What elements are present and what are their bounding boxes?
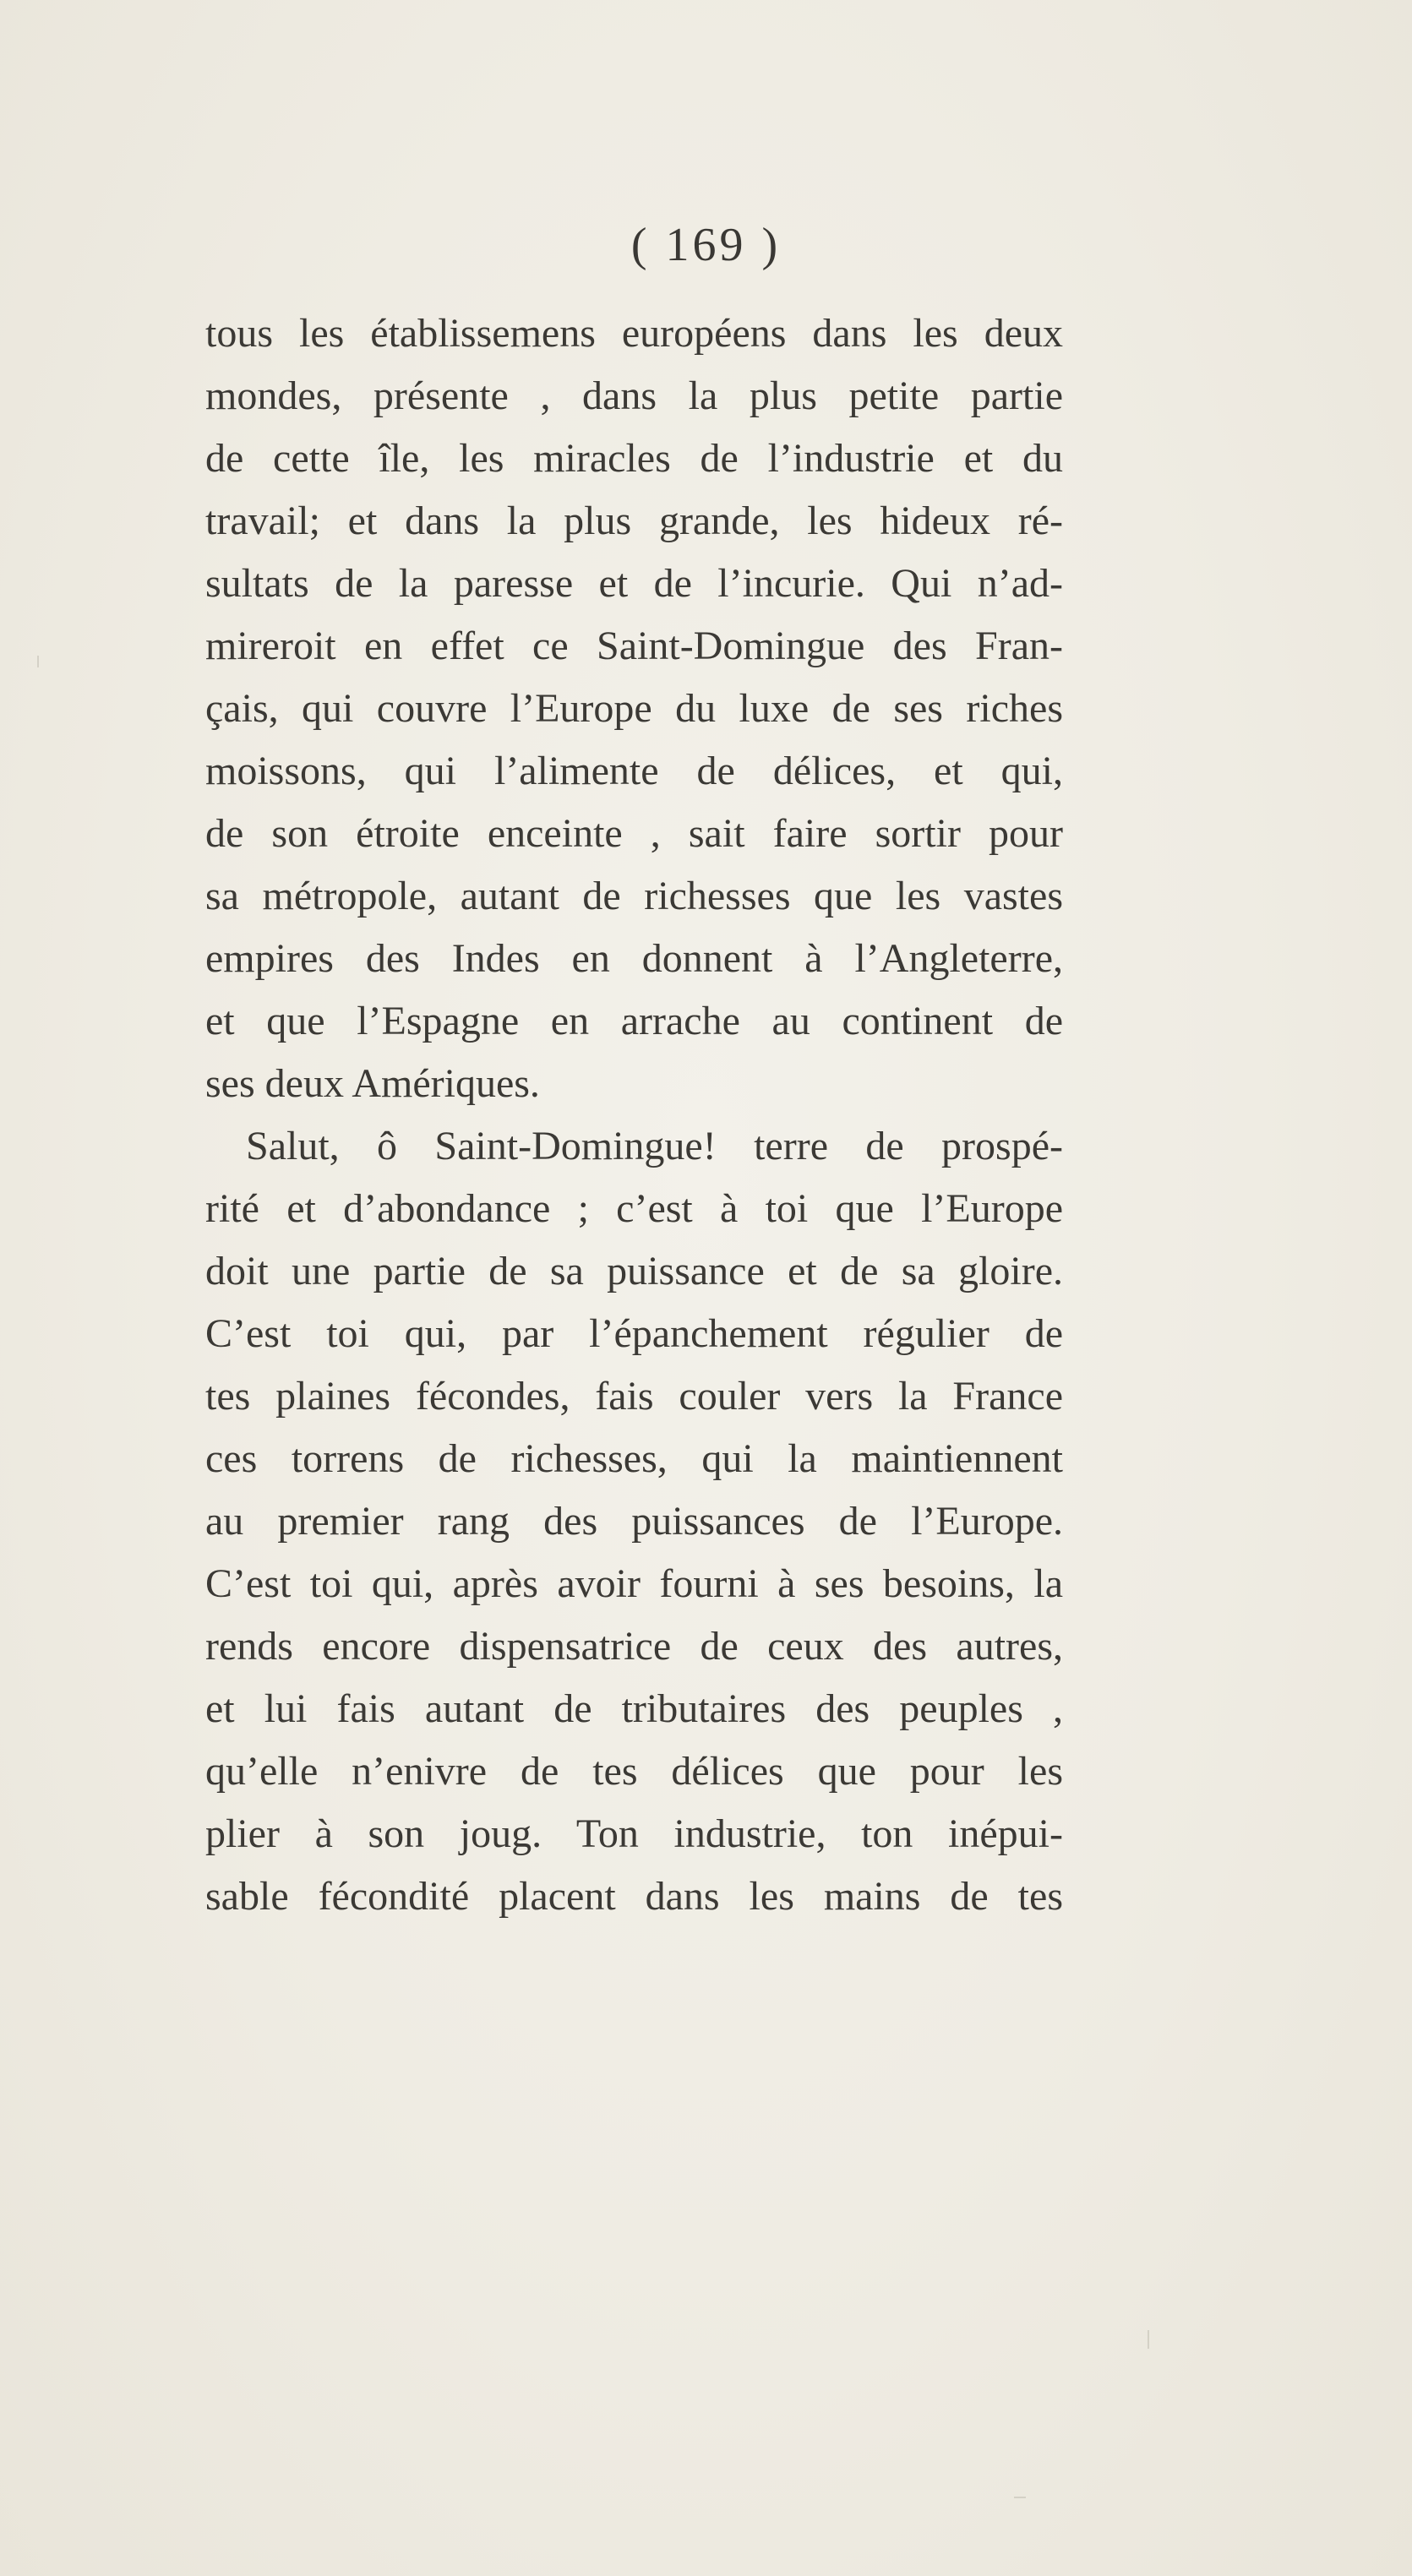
paragraph-end-line: ses deux Amériques. xyxy=(205,1061,540,1106)
text-line: tous les établissemens européens dans les deux xyxy=(205,311,1063,356)
text-line: rité et d’abondance ; c’est à toi que l’Europe xyxy=(205,1186,1063,1231)
text-line: sable fécondité placent dans les mains de tes xyxy=(205,1874,1063,1919)
text-line: mireroit en effet ce Saint-Domingue des Fran- xyxy=(205,624,1063,668)
text-line: C’est toi qui, par l’épanchement régulier de xyxy=(205,1311,1063,1356)
text-line: et que l’Espagne en arrache au continent de xyxy=(205,999,1063,1043)
text-line: qu’elle n’enivre de tes délices que pour les xyxy=(205,1749,1063,1794)
text-line: ces torrens de richesses, qui la maintiennent xyxy=(205,1436,1063,1481)
text-line: rends encore dispensatrice de ceux des autres, xyxy=(205,1624,1063,1669)
paragraph-start-line: Salut, ô Saint-Domingue! terre de prospé- xyxy=(246,1124,1063,1168)
text-line: au premier rang des puissances de l’Europe. xyxy=(205,1499,1063,1544)
paper-speck xyxy=(37,656,39,667)
page-number: ( 169 ) xyxy=(630,219,782,271)
text-line: empires des Indes en donnent à l’Angleterre, xyxy=(205,936,1063,981)
text-line: C’est toi qui, après avoir fourni à ses besoins, la xyxy=(205,1561,1063,1606)
body-text xyxy=(205,302,1063,1928)
text-line: çais, qui couvre l’Europe du luxe de ses riches xyxy=(205,686,1063,731)
text-line: de cette île, les miracles de l’industrie et du xyxy=(205,436,1063,481)
text-line: doit une partie de sa puissance et de sa gloire. xyxy=(205,1249,1063,1293)
text-line: et lui fais autant de tributaires des peuples , xyxy=(205,1686,1063,1731)
paper-speck xyxy=(1014,2497,1026,2498)
text-line: sultats de la paresse et de l’incurie. Qui n’ad- xyxy=(205,561,1063,606)
paper-speck xyxy=(1148,2330,1149,2349)
text-line: moissons, qui l’alimente de délices, et qui, xyxy=(205,749,1063,793)
text-line: de son étroite enceinte , sait faire sortir pour xyxy=(205,811,1063,856)
text-line: travail; et dans la plus grande, les hideux ré- xyxy=(205,498,1063,543)
text-line: tes plaines fécondes, fais couler vers la France xyxy=(205,1374,1063,1419)
text-line: plier à son joug. Ton industrie, ton inépui- xyxy=(205,1811,1063,1856)
text-line: mondes, présente , dans la plus petite partie xyxy=(205,373,1063,418)
text-line: sa métropole, autant de richesses que les vastes xyxy=(205,874,1063,918)
